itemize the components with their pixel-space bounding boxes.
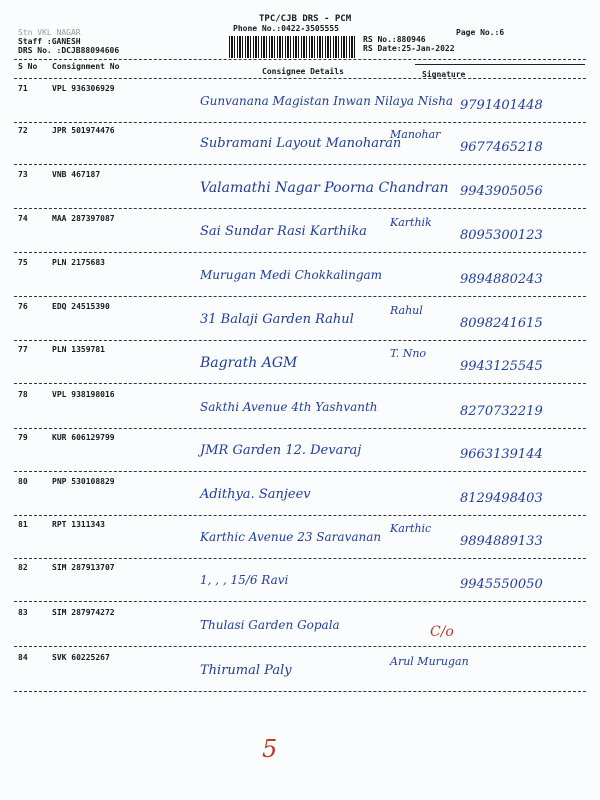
row-divider — [14, 252, 586, 253]
row-consignee-details: Valamathi Nagar Poorna Chandran — [200, 180, 449, 196]
sheet-title: TPC/CJB DRS - PCM — [259, 14, 352, 24]
row-consignee-details: JMR Garden 12. Devaraj — [200, 443, 362, 458]
row-signature: Karthic — [390, 522, 432, 535]
column-consignee: Consignee Details — [262, 67, 344, 76]
row-divider — [14, 515, 586, 516]
column-consignment: Consignment No — [52, 62, 120, 71]
page-number: Page No.:6 — [456, 28, 505, 37]
row-phone-number: 9943905056 — [460, 184, 543, 199]
row-consignment-no: KUR 606129799 — [52, 433, 115, 442]
row-consignment-no: SIM 287974272 — [52, 608, 115, 617]
row-consignment-no: VPL 936306929 — [52, 84, 115, 93]
footer-red-mark: 5 — [262, 735, 278, 763]
drs-number: DRS No. :DCJB88094606 — [18, 46, 120, 55]
column-signature: Signature — [422, 70, 466, 79]
row-signature: Arul Murugan — [390, 655, 469, 668]
row-consignee-details: Thirumal Paly — [200, 663, 292, 678]
row-phone-number: 9677465218 — [460, 140, 543, 155]
row-phone-number: 8098241615 — [460, 316, 543, 331]
row-consignment-no: JPR 501974476 — [52, 126, 115, 135]
row-consignee-details: Sai Sundar Rasi Karthika — [200, 224, 367, 239]
row-sno: 83 — [18, 608, 28, 617]
row-sno: 80 — [18, 477, 28, 486]
row-divider — [14, 296, 586, 297]
row-signature: Manohar — [390, 128, 441, 141]
row-divider — [14, 122, 586, 123]
row-sno: 74 — [18, 214, 28, 223]
row-sno: 77 — [18, 345, 28, 354]
rs-number: RS No.:880946 — [363, 35, 426, 44]
column-sno: S No — [18, 62, 38, 71]
row-phone-number: 9945550050 — [460, 577, 543, 592]
row-divider — [14, 383, 586, 384]
row-consignee-details: Bagrath AGM — [200, 355, 298, 371]
row-sno: 82 — [18, 563, 28, 572]
row-consignment-no: VNB 467187 — [52, 170, 101, 179]
row-consignee-details: Adithya. Sanjeev — [200, 487, 311, 502]
row-sno: 78 — [18, 390, 28, 399]
row-consignee-details: 1, , , 15/6 Ravi — [200, 573, 289, 587]
branch-faded-text: Stn VKL NAGAR — [18, 28, 81, 37]
row-signature: Karthik — [390, 216, 432, 229]
row-sno: 75 — [18, 258, 28, 267]
row-divider — [14, 428, 586, 429]
row-signature: T. Nno — [390, 347, 427, 360]
row-consignee-details: Sakthi Avenue 4th Yashvanth — [200, 400, 378, 414]
phone-number: Phone No.:0422-3505555 — [233, 24, 339, 33]
row-consignee-details: Murugan Medi Chokkalingam — [200, 268, 383, 282]
row-divider — [14, 164, 586, 165]
row-sno: 73 — [18, 170, 28, 179]
row-consignment-no: SIM 287913707 — [52, 563, 115, 572]
row-signature: Rahul — [390, 304, 423, 317]
row-divider — [14, 208, 586, 209]
row-divider — [14, 691, 586, 692]
row-divider — [14, 558, 586, 559]
row-consignment-no: MAA 287397087 — [52, 214, 115, 223]
row-sno: 72 — [18, 126, 28, 135]
row-sno: 71 — [18, 84, 28, 93]
row-consignee-details: 31 Balaji Garden Rahul — [200, 312, 354, 327]
row-phone-number: 8095300123 — [460, 228, 543, 243]
row-divider — [14, 340, 586, 341]
row-signature: C/o — [430, 624, 454, 640]
row-phone-number: 9663139144 — [460, 447, 543, 462]
row-sno: 79 — [18, 433, 28, 442]
row-divider — [14, 646, 586, 647]
row-phone-number: 8270732219 — [460, 404, 543, 419]
row-consignment-no: RPT 1311343 — [52, 520, 105, 529]
row-sno: 81 — [18, 520, 28, 529]
row-phone-number: 9943125545 — [460, 359, 543, 374]
staff-name: Staff :GANESH — [18, 37, 81, 46]
row-consignee-details: Gunvanana Magistan Inwan Nilaya Nisha — [200, 94, 454, 108]
row-consignment-no: PNP 530108829 — [52, 477, 115, 486]
barcode-image — [229, 36, 355, 58]
row-consignment-no: EDQ 24515390 — [52, 302, 110, 311]
row-divider — [14, 601, 586, 602]
row-consignee-details: Subramani Layout Manoharan — [200, 136, 402, 151]
signature-header-bar — [415, 64, 585, 65]
row-consignment-no: SVK 60225267 — [52, 653, 110, 662]
row-sno: 76 — [18, 302, 28, 311]
rs-date: RS Date:25-Jan-2022 — [363, 44, 455, 53]
row-consignment-no: VPL 938198016 — [52, 390, 115, 399]
row-consignee-details: Karthic Avenue 23 Saravanan — [200, 530, 382, 544]
header-divider — [14, 59, 586, 60]
row-consignee-details: Thulasi Garden Gopala — [200, 618, 340, 632]
row-phone-number: 9791401448 — [460, 98, 543, 113]
row-sno: 84 — [18, 653, 28, 662]
row-phone-number: 8129498403 — [460, 491, 543, 506]
row-consignment-no: PLN 1359781 — [52, 345, 105, 354]
column-divider — [14, 78, 586, 79]
row-divider — [14, 471, 586, 472]
row-consignment-no: PLN 2175683 — [52, 258, 105, 267]
row-phone-number: 9894880243 — [460, 272, 543, 287]
row-phone-number: 9894889133 — [460, 534, 543, 549]
